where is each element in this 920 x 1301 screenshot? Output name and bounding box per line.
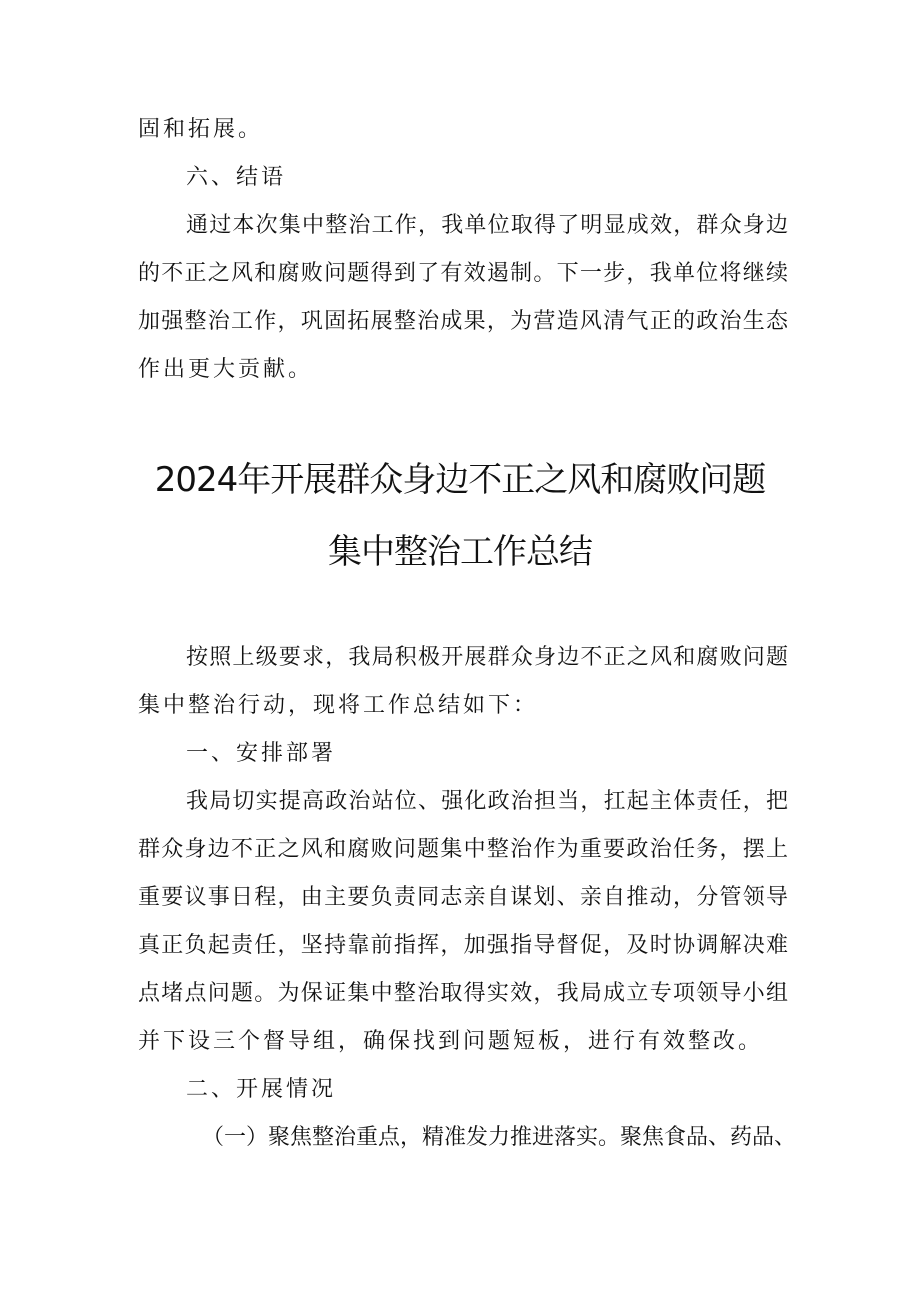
section2-line-1: （一）聚焦整治重点，精准发力推进落实。聚焦食品、药品、: [202, 1125, 797, 1150]
continuation-line: 固和拓展。: [138, 117, 264, 142]
conclusion-heading: 六、结语: [186, 165, 287, 190]
document-title-line-1: 2024年开展群众身边不正之风和腐败问题: [154, 460, 766, 500]
section1-line-2: 群众身边不正之风和腐败问题集中整治作为重要政治任务，摆上: [138, 837, 788, 862]
section2-heading: 二、开展情况: [186, 1077, 337, 1102]
conclusion-paragraph-line-4: 作出更大贡献。: [138, 357, 314, 382]
conclusion-paragraph-line-1: 通过本次集中整治工作，我单位取得了明显成效，群众身边: [186, 213, 788, 238]
document-title-line-2: 集中整治工作总结: [328, 532, 592, 572]
section1-line-4: 真正负起责任，坚持靠前指挥，加强指导督促，及时协调解决难: [138, 933, 788, 958]
section1-line-1: 我局切实提高政治站位、强化政治担当，扛起主体责任，把: [186, 789, 788, 814]
section1-heading: 一、安排部署: [186, 741, 337, 766]
conclusion-paragraph-line-3: 加强整治工作，巩固拓展整治成果，为营造风清气正的政治生态: [138, 309, 788, 334]
section1-line-5: 点堵点问题。为保证集中整治取得实效，我局成立专项领导小组: [138, 981, 788, 1006]
section1-line-3: 重要议事日程，由主要负责同志亲自谋划、亲自推动，分管领导: [138, 885, 788, 910]
conclusion-paragraph-line-2: 的不正之风和腐败问题得到了有效遏制。下一步，我单位将继续: [138, 261, 788, 286]
section1-line-6: 并下设三个督导组，确保找到问题短板，进行有效整改。: [138, 1029, 764, 1054]
intro-line-2: 集中整治行动，现将工作总结如下：: [138, 693, 539, 718]
intro-line-1: 按照上级要求，我局积极开展群众身边不正之风和腐败问题: [186, 645, 788, 670]
